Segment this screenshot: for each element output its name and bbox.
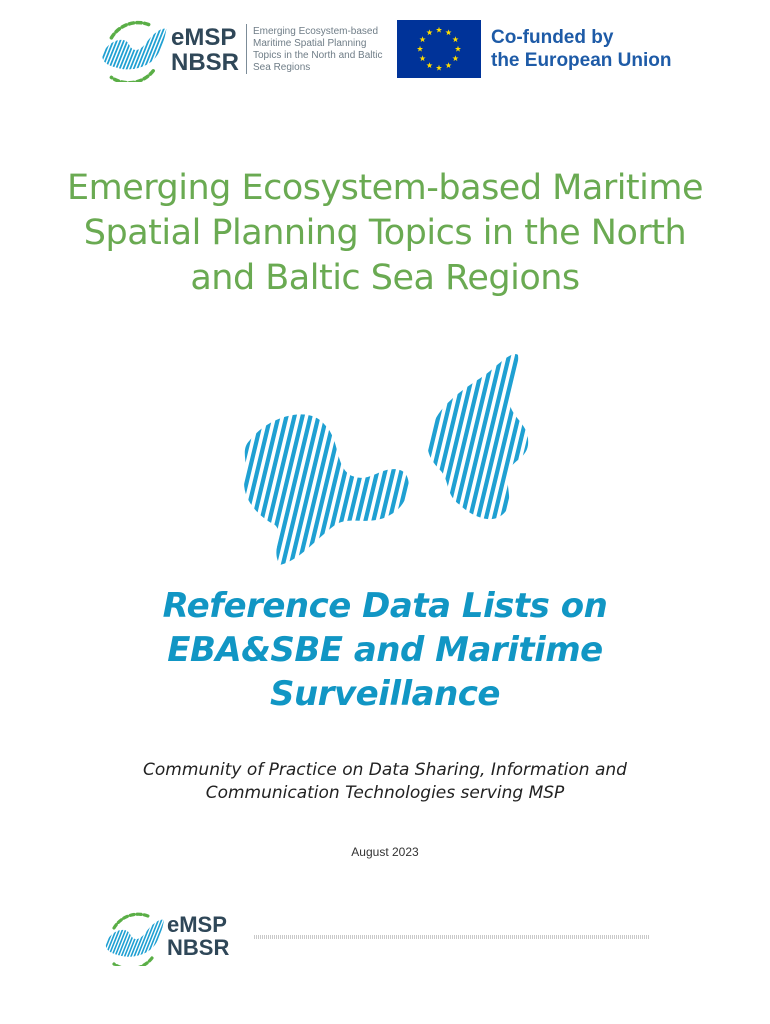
footer-divider-rule (254, 935, 649, 939)
logo-wordmark-emsp: eMSP (171, 24, 237, 51)
eu-flag-icon (397, 20, 481, 78)
sea-region-map-icon (230, 345, 540, 575)
document-title: Emerging Ecosystem-based Maritime Spatial Planning Topics in the North and Baltic Sea Regions (66, 168, 704, 298)
community-of-practice-text: Community of Practice on Data Sharing, Information and Communication Technologies serving MSP (143, 760, 627, 803)
eu-cofunded-line2: the European Union (491, 50, 672, 71)
footer-logo-wordmark-emsp: eMSP (167, 912, 227, 937)
document-subtitle: Reference Data Lists on EBA&SBE and Maritime Surveillance (162, 586, 608, 714)
logo-divider (246, 24, 247, 74)
eu-cofunded-text (491, 26, 672, 72)
eu-cofunded-line1: Co-funded by (491, 27, 614, 48)
logo-tagline: Emerging Ecosystem-based Maritime Spatial Planning Topics in the North and Baltic Sea Regions (253, 26, 383, 73)
publication-date: August 2023 (351, 845, 419, 859)
logo-wordmark-nbsr: NBSR (171, 49, 240, 76)
footer-logo-wordmark-nbsr: NBSR (167, 935, 230, 960)
